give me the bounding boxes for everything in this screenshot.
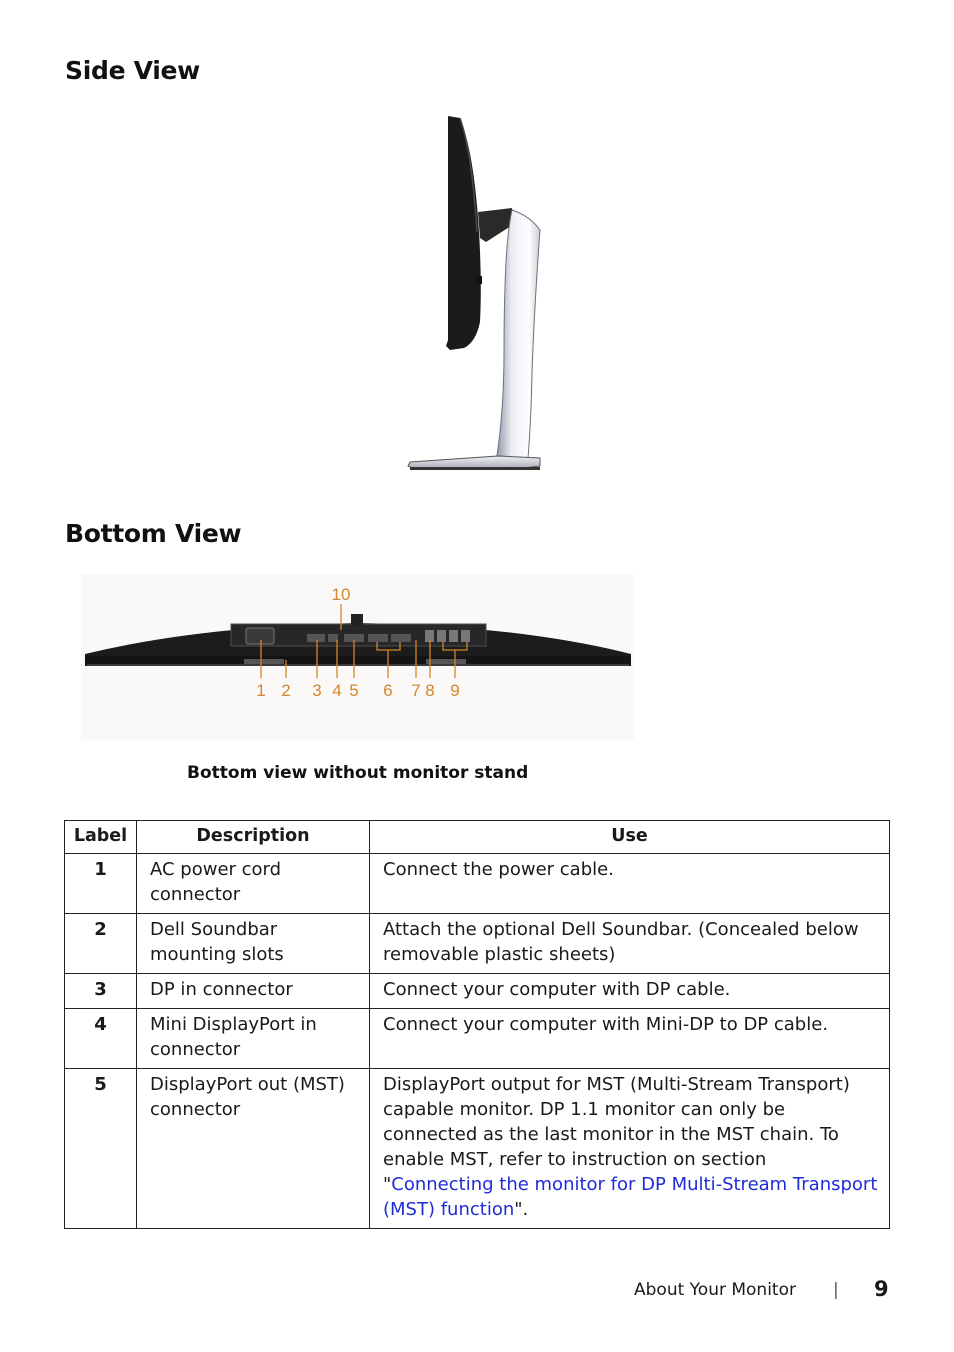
figure-caption: Bottom view without monitor stand [187, 763, 529, 783]
row-use: Connect your computer with Mini-DP to DP cable. [370, 1009, 890, 1069]
callout-4: 4 [332, 681, 342, 700]
quote-close: ". [514, 1199, 529, 1220]
monitor-bottom-view-image [81, 574, 634, 740]
row-label: 1 [65, 854, 137, 914]
table-row [65, 1069, 890, 1229]
callout-3: 3 [312, 681, 322, 700]
row-description: Mini DisplayPort in connector [137, 1009, 370, 1069]
callout-7: 7 [411, 681, 421, 700]
row-use [370, 1069, 890, 1229]
row-use: Connect your computer with DP cable. [370, 974, 890, 1009]
mst-section-link[interactable]: Connecting the monitor for DP Multi-Stream Transport (MST) function [383, 1174, 878, 1220]
row-description: Dell Soundbar mounting slots [137, 914, 370, 974]
table-row [65, 1009, 890, 1069]
callout-8: 8 [425, 681, 435, 700]
callout-6: 6 [383, 681, 393, 700]
callout-5: 5 [349, 681, 359, 700]
connector-table [64, 820, 890, 1229]
footer-section-title: About Your Monitor [634, 1280, 796, 1300]
row-label: 5 [65, 1069, 137, 1229]
table-header-row [65, 821, 890, 854]
section-title-side-view: Side View [65, 56, 200, 85]
row-label: 4 [65, 1009, 137, 1069]
table-row [65, 914, 890, 974]
row-description: DisplayPort out (MST) connector [137, 1069, 370, 1229]
table-row [65, 974, 890, 1009]
row-use: Connect the power cable. [370, 854, 890, 914]
callout-1: 1 [256, 681, 266, 700]
header-label: Label [65, 821, 137, 854]
footer-separator: | [833, 1280, 839, 1300]
callout-2: 2 [281, 681, 291, 700]
table-row [65, 854, 890, 914]
header-description: Description [137, 821, 370, 854]
page-number: 9 [874, 1277, 889, 1301]
callout-9: 9 [450, 681, 460, 700]
monitor-side-view-image [400, 112, 550, 474]
row-description: DP in connector [137, 974, 370, 1009]
row-use-text: DisplayPort output for MST (Multi-Stream Transport) capable monitor. DP 1.1 monitor can only be connected as the last monitor in the MST chain. To enable MST, refer to instruction on section [383, 1074, 850, 1170]
quote-open: " [383, 1174, 392, 1195]
callout-10: 10 [331, 585, 351, 604]
row-label: 3 [65, 974, 137, 1009]
row-label: 2 [65, 914, 137, 974]
section-title-bottom-view: Bottom View [65, 519, 242, 548]
row-use: Attach the optional Dell Soundbar. (Concealed below removable plastic sheets) [370, 914, 890, 974]
header-use: Use [370, 821, 890, 854]
row-description: AC power cord connector [137, 854, 370, 914]
